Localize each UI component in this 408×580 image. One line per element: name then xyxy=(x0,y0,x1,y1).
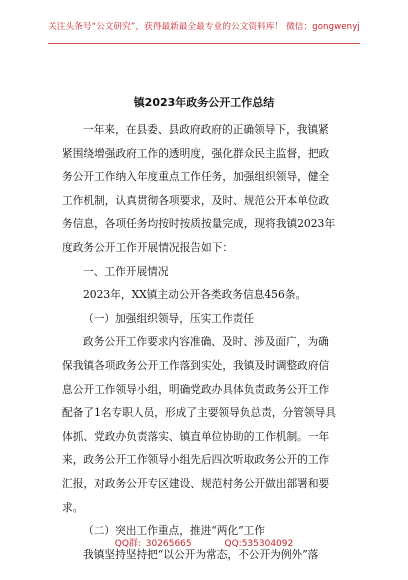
paragraph-line: 政务公开工作要求内容准确、及时、涉及面广，为确 xyxy=(83,335,329,349)
footer-qq-group: QQ群: 30265665 xyxy=(114,539,192,549)
footer-contact xyxy=(0,536,408,549)
document-title: 镇2023年政务公开工作总结 xyxy=(133,96,275,109)
header-notice: 关注头条号“公文研究”，获得最新最全最专业的公文资料库！ 微信：gongwenyj xyxy=(48,22,360,32)
paragraph-line: 体抓、党政办负责落实、镇直单位协助的工作机制。一年 xyxy=(62,429,330,443)
paragraph-line: 务公开工作纳入年度重点工作任务，加强组织领导，健全 xyxy=(62,170,330,184)
paragraph-line: 汇报，对政务公开专区建设、规范村务公开做出部署和要 xyxy=(62,476,330,490)
paragraph-line: 息公开工作领导小组，明确党政办具体负责政务公开工作 xyxy=(62,382,330,396)
paragraph-line: 务信息，各项任务均按时按质按量完成，现将我镇2023年 xyxy=(62,217,336,231)
paragraph-line: 配备了1名专职人员，形成了主要领导负总责，分管领导具 xyxy=(62,406,336,420)
section-heading: 一、工作开展情况 xyxy=(83,264,169,278)
paragraph-line: 紧围绕增强政府工作的透明度，强化群众民主监督，把政 xyxy=(62,146,330,160)
paragraph-line: 一年来，在县委、县政府政府的正确领导下，我镇紧 xyxy=(83,123,329,136)
paragraph-line: 来，政务公开工作领导小组先后四次听取政务公开的工作 xyxy=(62,453,330,467)
subsection-heading: （一）加强组织领导，压实工作责任 xyxy=(83,311,255,325)
subsection-heading: （二）突出工作重点，推进“两化”工作 xyxy=(83,524,265,538)
paragraph-line: 工作机制，认真贯彻各项要求，及时、规范公开本单位政 xyxy=(62,193,330,207)
paragraph-line: 度政务公开工作开展情况报告如下： xyxy=(62,240,234,254)
paragraph-line: 2023年，XX镇主动公开各类政务信息456条。 xyxy=(83,288,307,302)
header-divider xyxy=(48,43,360,44)
document-body xyxy=(62,118,350,566)
paragraph-line: 保我镇各项政务公开工作落到实处，我镇及时调整政府信 xyxy=(62,358,330,372)
paragraph-line: 我镇坚持坚持把“以公开为常态，不公开为例外”落 xyxy=(83,547,319,561)
paragraph-line: 求。 xyxy=(62,500,84,514)
footer-qq-number: QQ:535304092 xyxy=(224,539,294,549)
